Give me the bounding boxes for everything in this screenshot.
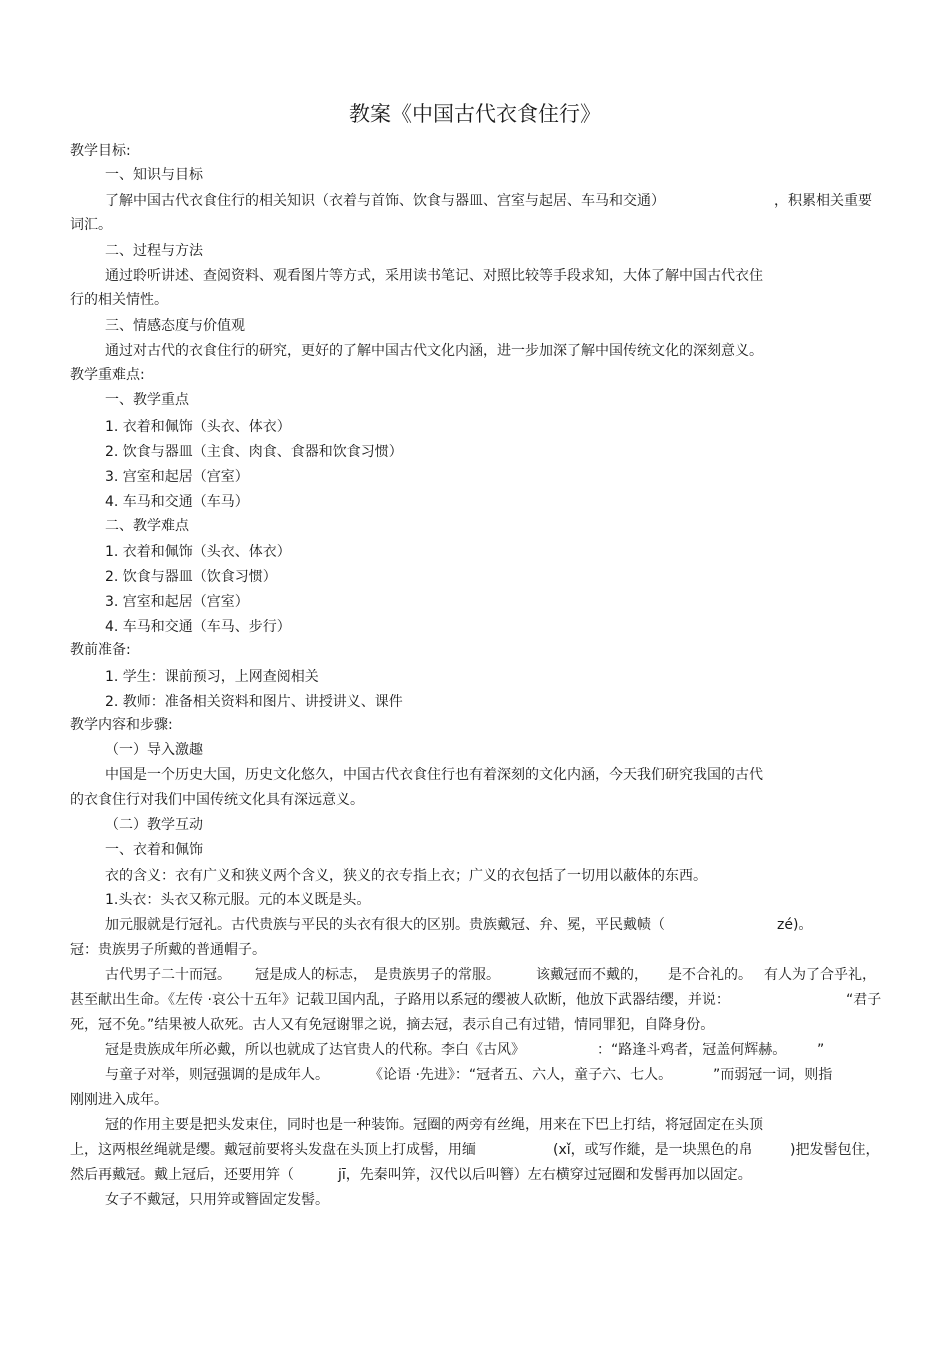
text-line: 4. 车马和交通（车马） (105, 494, 249, 510)
text-line: 该戴冠而不戴的， (536, 967, 648, 983)
document-title: 教案《中国古代衣食住行》 (349, 102, 601, 126)
text-line: 冠：贵族男子所戴的普通帽子。 (70, 942, 266, 958)
text-line: 有人为了合乎礼， (764, 967, 876, 983)
text-line: 1. 学生：课前预习，上网查阅相关 (105, 669, 319, 685)
text-line: 教学目标: (70, 143, 131, 159)
text-line: 一、衣着和佩饰 (105, 842, 203, 858)
text-line: 与童子对举，则冠强调的是成年人。 (105, 1067, 329, 1083)
text-line: 2. 饮食与器皿（主食、肉食、食器和饮食习惯） (105, 444, 403, 460)
text-line: 一、教学重点 (105, 392, 189, 408)
text-line: ”而弱冠一词，则指 (713, 1067, 833, 1083)
text-line: （二）教学互动 (105, 817, 203, 833)
text-line: 然后再戴冠。戴上冠后，还要用笄（ (70, 1167, 294, 1183)
text-line: 的衣食住行对我们中国传统文化具有深远意义。 (70, 792, 364, 808)
text-line: 4. 车马和交通（车马、步行） (105, 619, 291, 635)
text-line: 2. 饮食与器皿（饮食习惯） (105, 569, 277, 585)
text-line: (xǐ，或写作縰，是一块黑色的帛 (553, 1142, 753, 1158)
text-line: 教学重难点: (70, 367, 145, 383)
text-line: 中国是一个历史大国，历史文化悠久，中国古代衣食住行也有着深刻的文化内涵，今天我们研究我国的古代 (105, 767, 763, 783)
text-line: 冠的作用主要是把头发束住，同时也是一种装饰。冠圈的两旁有丝绳，用来在下巴上打结，将冠固定在头顶 (105, 1117, 763, 1133)
text-line: 通过对古代的衣食住行的研究，更好的了解中国古代文化内涵，进一步加深了解中国传统文化的深刻意义。 (105, 343, 763, 359)
text-line: 古代男子二十而冠。 (105, 967, 231, 983)
text-line: ：“路逢斗鸡者，冠盖何辉赫。 (597, 1042, 787, 1058)
text-line: 3. 宫室和起居（宫室） (105, 594, 249, 610)
text-line: 《论语 ·先进》：“冠者五、六人，童子六、七人。 (369, 1067, 673, 1083)
text-line: 1.头衣：头衣又称元服。元的本义既是头。 (105, 892, 371, 908)
text-line: 3. 宫室和起居（宫室） (105, 469, 249, 485)
text-line: 二、教学难点 (105, 518, 189, 534)
text-line: 了解中国古代衣食住行的相关知识（衣着与首饰、饮食与器皿、宫室与起居、车马和交通） (105, 193, 665, 209)
text-line: 词汇。 (70, 217, 112, 233)
text-line: “君子 (846, 992, 882, 1008)
text-line: 通过聆听讲述、查阅资料、观看图片等方式，采用读书笔记、对照比较等手段求知，大体了解中国古代衣住 (105, 268, 763, 284)
text-line: 1. 衣着和佩饰（头衣、体衣） (105, 419, 291, 435)
text-line: 教前准备: (70, 642, 131, 658)
text-line: 死，冠不免。”结果被人砍死。古人又有免冠谢罪之说，摘去冠，表示自己有过错，情同罪犯，自降身份。 (70, 1017, 715, 1033)
text-line: 是不合礼的。 (668, 967, 752, 983)
text-line: 加元服就是行冠礼。古代贵族与平民的头衣有很大的区别。贵族戴冠、弁、冕，平民戴帻（ (105, 917, 665, 933)
text-line: jī，先秦叫笄，汉代以后叫簪）左右横穿过冠圈和发髻再加以固定。 (338, 1167, 752, 1183)
text-line: 一、知识与目标 (105, 167, 203, 183)
text-line: 二、过程与方法 (105, 243, 203, 259)
text-line: )把发髻包住， (790, 1142, 880, 1158)
text-line: ，积累相关重要 (774, 193, 872, 209)
text-line: 上，这两根丝绳就是缨。戴冠前要将头发盘在头顶上打成髻，用缅 (70, 1142, 476, 1158)
text-line: 2. 教师：准备相关资料和图片、讲授讲义、课件 (105, 694, 403, 710)
text-line: ” (817, 1042, 825, 1058)
text-line: （一）导入激趣 (105, 742, 203, 758)
text-line: 行的相关情性。 (70, 292, 168, 308)
text-line: zé)。 (777, 917, 813, 933)
text-line: 冠是贵族成年所必戴，所以也就成了达官贵人的代称。李白《古风》 (105, 1042, 525, 1058)
text-line: 教学内容和步骤: (70, 717, 173, 733)
text-line: 冠是成人的标志， (255, 967, 367, 983)
text-line: 女子不戴冠，只用笄或簪固定发髻。 (105, 1192, 329, 1208)
text-line: 刚刚进入成年。 (70, 1092, 168, 1108)
text-line: 衣的含义：衣有广义和狭义两个含义，狭义的衣专指上衣；广义的衣包括了一切用以蔽体的东西。 (105, 868, 707, 884)
text-line: 1. 衣着和佩饰（头衣、体衣） (105, 544, 291, 560)
text-line: 是贵族男子的常服。 (374, 967, 500, 983)
text-line: 三、情感态度与价值观 (105, 318, 245, 334)
text-line: 甚至献出生命。《左传 ·哀公十五年》记载卫国内乱，子路用以系冠的缨被人砍断，他放下武器结缨，并说： (70, 992, 730, 1008)
